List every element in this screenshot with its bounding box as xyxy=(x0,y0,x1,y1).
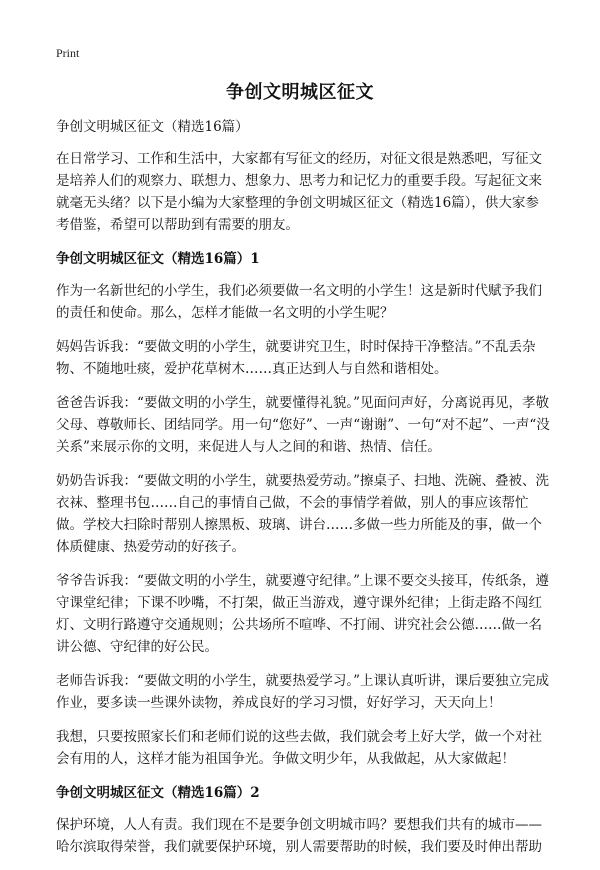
paragraph: 作为一名新世纪的小学生，我们必须要做一名文明的小学生！这是新时代赋予我们的责任和使命。那么，怎样才能做一名文明的小学生呢？ xyxy=(56,283,542,321)
paragraph: 爷爷告诉我：“要做文明的小学生，就要遵守纪律。”上课不要交头接耳，传纸条，遵守课堂纪律；下课不吵嘴，不打架，做正当游戏，遵守课外纪律；上街走路不闯红灯、文明行路遵守交通规则；公共场所不喧哗、不打闹、讲究社会公德……做一名讲公德、守纪律的好公民。 xyxy=(56,573,550,655)
paragraph: 爸爸告诉我：“要做文明的小学生，就要懂得礼貌。”见面问声好，分离说再见，孝敬父母、尊敬师长、团结同学。用一句“您好”、一声“谢谢”、一句“对不起”、一声“没关系”来展示你的文明，来促进人与人之间的和谐、热情、信任。 xyxy=(56,395,550,455)
section-heading: 争创文明城区征文（精选16篇）2 xyxy=(56,785,260,801)
paragraph: 妈妈告诉我：“要做文明的小学生，就要讲究卫生，时时保持干净整洁。”不乱丢杂物、不随地吐痰，爱护花草树木……真正达到人与自然和谐相处。 xyxy=(56,339,536,377)
paragraph: 我想，只要按照家长们和老师们说的这些去做，我们就会考上好大学，做一个对社会有用的人，这样才能为祖国争光。争做文明少年，从我做起，从大家做起！ xyxy=(56,729,542,767)
paragraph: 保护环境，人人有责。我们现在不是要争创文明城市吗？要想我们共有的城市——哈尔滨取得荣誉，我们就要保护环境，别人需要帮助的时候，我们要及时伸出帮助 xyxy=(56,817,542,855)
article-subtitle: 争创文明城区征文（精选16篇） xyxy=(56,119,249,135)
paragraph: 老师告诉我：“要做文明的小学生，就要热爱学习。”上课认真听讲，课后要独立完成作业，要多读一些课外读物，养成良好的学习习惯，好好学习，天天向上！ xyxy=(56,673,550,711)
article-body xyxy=(56,116,552,870)
paragraph: 奶奶告诉我：“要做文明的小学生，就要热爱劳动。”擦桌子、扫地、洗碗、叠被、洗衣袜、整理书包……自己的事情自己做，不会的事情学着做，别人的事应该帮忙做。学校大扫除时帮别人擦黑板、玻璃、讲台……多做一些力所能及的事，做一个体质健康、热爱劳动的好孩子。 xyxy=(56,473,550,555)
intro-paragraph: 在日常学习、工作和生活中，大家都有写征文的经历，对征文很是熟悉吧，写征文是培养人们的观察力、联想力、想象力、思考力和记忆力的重要手段。写起征文来就毫无头绪？以下是小编为大家整理的争创文明城区征文（精选16篇），供大家参考借鉴，希望可以帮助到有需要的朋友。 xyxy=(56,151,542,233)
page-title: 争创文明城区征文 xyxy=(226,82,374,103)
section-heading: 争创文明城区征文（精选16篇）1 xyxy=(56,251,260,267)
print-link[interactable]: Print xyxy=(56,46,80,60)
